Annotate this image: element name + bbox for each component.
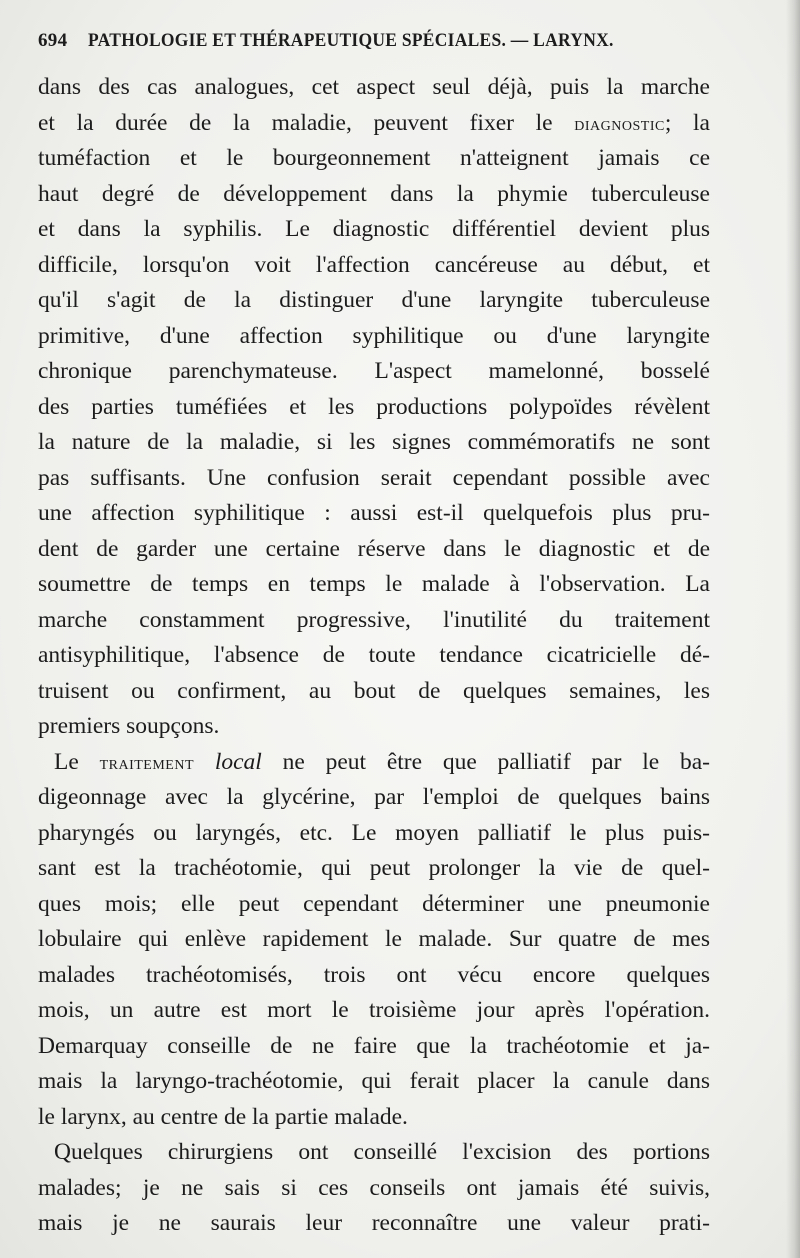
text-line: une affection syphilitique : aussi est-il quelquefois plus pru- [38,500,710,526]
paragraph-last-line: le larynx, au centre de la partie malade. [38,1103,408,1130]
text-line: sant est la trachéotomie, qui peut prolonger la vie de quel- [38,855,710,881]
text-run: ; la [664,109,710,136]
text-line: lobulaire qui enlève rapidement le malade. Sur quatre de mes [38,926,710,952]
text-run: ne peut être que palliatif par le ba- [261,748,710,775]
text-run: et la durée de la maladie, peuvent fixer le [38,109,575,136]
text-line: malades; je ne sais si ces conseils ont jamais été suivis, [38,1174,710,1201]
text-line: et dans la syphilis. Le diagnostic différentiel devient plus [38,216,710,242]
body-text [38,70,710,1242]
text-line: pas suffisants. Une confusion serait cependant possible avec [38,464,710,491]
paragraph-first-line [38,745,710,781]
text-line: haut degré de développement dans la phymie tuberculeuse [38,180,710,207]
text-line: dent de garder une certaine réserve dans le diagnostic et de [38,535,710,562]
text-line: mois, un autre est mort le troisième jour après l'opération. [38,997,710,1023]
running-header [38,30,710,60]
text-run: Le [54,748,100,775]
text-line: truisent ou confirment, au bout de quelques semaines, les [38,677,710,704]
text-line: marche constamment progressive, l'inutilité du traitement [38,606,710,633]
text-line: malades trachéotomisés, trois ont vécu encore quelques [38,961,710,988]
italic-term: local [214,748,262,775]
text-line: antisyphilitique, l'absence de toute tendance cicatricielle dé- [38,642,710,668]
text-line: primitive, d'une affection syphilitique ou d'une laryngite [38,322,710,349]
text-line: qu'il s'agit de la distinguer d'une laryngite tuberculeuse [38,287,710,313]
small-caps-term: traitement [99,751,195,774]
text-line: Demarquay conseille de ne faire que la trachéotomie et ja- [38,1032,710,1059]
text-line: tuméfaction et le bourgeonnement n'atteignent jamais ce [38,145,710,171]
running-title: PATHOLOGIE ET THÉRAPEUTIQUE SPÉCIALES. — LARYNX. [88,30,614,51]
text-line: mais la laryngo-trachéotomie, qui ferait placer la canule dans [38,1068,710,1094]
text-line: digeonnage avec la glycérine, par l'emploi de quelques bains [38,784,710,810]
paragraph-last-line: premiers soupçons. [38,713,220,739]
text-line: ques mois; elle peut cependant déterminer une pneumonie [38,890,710,917]
text-line: soumettre de temps en temps le malade à l'observation. La [38,571,710,597]
text-line: dans des cas analogues, cet aspect seul déjà, puis la marche [38,74,710,100]
page-edge-shadow [786,0,800,1258]
text-line: chronique parenchymateuse. L'aspect mamelonné, bosselé [38,358,710,384]
text-line: pharyngés ou laryngés, etc. Le moyen palliatif le plus puis- [38,819,710,846]
page-number: 694 [38,30,68,51]
text-line [38,106,710,142]
text-line: difficile, lorsqu'on voit l'affection cancéreuse au début, et [38,251,710,278]
text-line: mais je ne saurais leur reconnaître une valeur prati- [38,1210,710,1236]
small-caps-term: diagnostic [574,112,665,135]
text-line: la nature de la maladie, si les signes commémoratifs ne sont [38,429,710,455]
paragraph-first-line: Quelques chirurgiens ont conseillé l'excision des portions [54,1139,710,1165]
text-line: des parties tuméfiées et les productions polypoïdes révèlent [38,393,710,420]
